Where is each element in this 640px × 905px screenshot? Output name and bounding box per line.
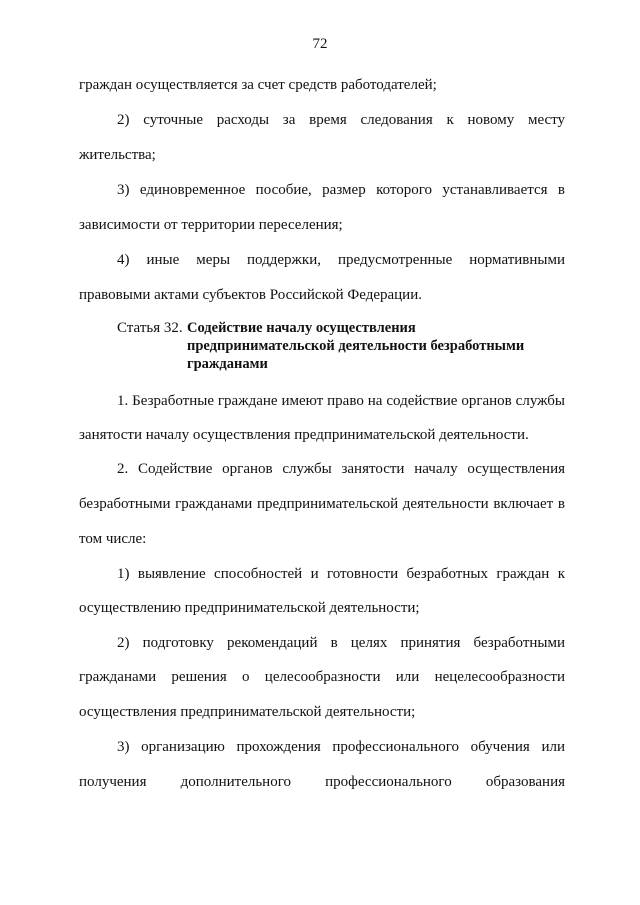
text-line: 3) единовременное пособие, размер которого устанавливается в (117, 182, 565, 198)
text-line: 3) организацию прохождения профессионального обучения или (117, 739, 565, 755)
text-line: граждан осуществляется за счет средств работодателей; (79, 77, 437, 93)
text-line: 2. Содействие органов службы занятости началу осуществления (117, 461, 565, 477)
text-line: правовыми актами субъектов Российской Федерации. (79, 287, 422, 303)
text-line: 4) иные меры поддержки, предусмотренные нормативными (117, 252, 565, 268)
text-line: получения дополнительного профессионального образования (79, 774, 565, 790)
text-line: гражданами решения о целесообразности или нецелесообразности (79, 669, 565, 685)
article-title-line: Содействие началу осуществления (187, 320, 416, 336)
text-line: 2) подготовку рекомендаций в целях принятия безработными (117, 635, 565, 651)
text-line: безработными гражданами предпринимательской деятельности включает в (79, 496, 565, 512)
text-line: жительства; (79, 147, 156, 163)
text-line: 1) выявление способностей и готовности безработных граждан к (117, 566, 565, 582)
article-label: Статья 32. (117, 320, 183, 336)
article-title-line: гражданами (187, 356, 268, 372)
page-number: 72 (312, 36, 328, 52)
article-title-line: предпринимательской деятельности безработными (187, 338, 525, 354)
text-line: зависимости от территории переселения; (79, 217, 343, 233)
text-line: 1. Безработные граждане имеют право на содействие органов службы (117, 393, 565, 409)
text-line: осуществления предпринимательской деятельности; (79, 704, 416, 720)
text-line: том числе: (79, 531, 147, 547)
text-line: 2) суточные расходы за время следования к новому месту (117, 112, 565, 128)
text-line: осуществлению предпринимательской деятельности; (79, 600, 420, 616)
article-title (187, 319, 567, 373)
text-line: занятости началу осуществления предпринимательской деятельности. (79, 427, 529, 443)
